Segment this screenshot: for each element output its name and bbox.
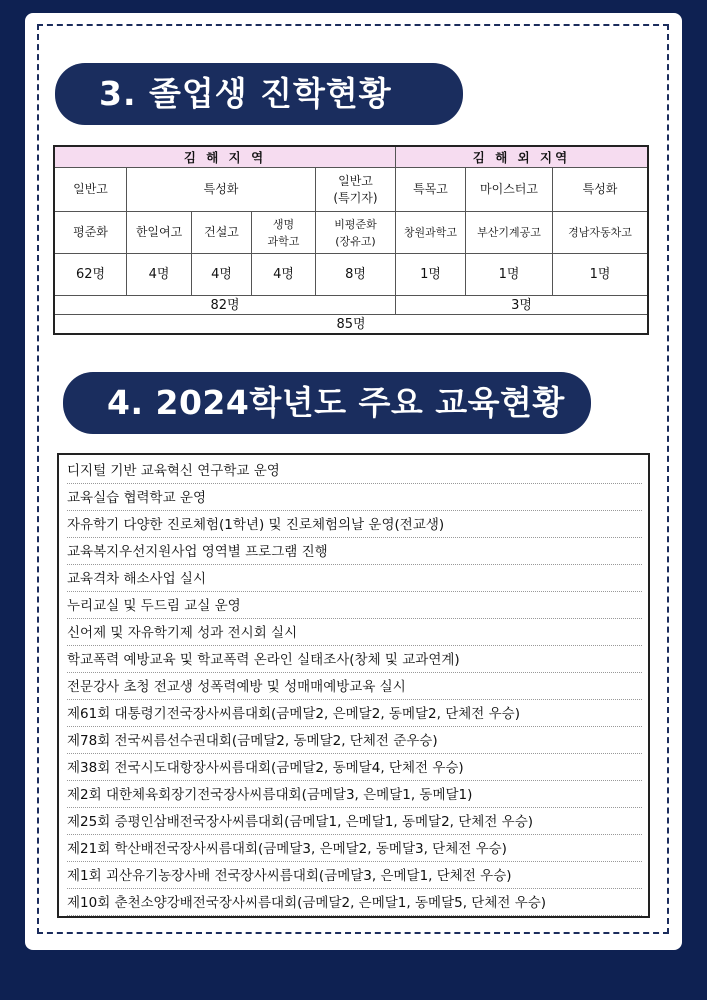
list-item: 학교폭력 예방교육 및 학교폭력 온라인 실태조사(창체 및 교과연계) [67, 646, 642, 673]
school-nonequal [316, 212, 396, 254]
subtotal-gimhae: 82명 [55, 296, 396, 315]
graduate-table [53, 145, 649, 335]
category-special-purpose: 특목고 [396, 168, 466, 212]
list-item: 전문강사 초청 전교생 성폭력예방 및 성매매예방교육 실시 [67, 673, 642, 700]
list-item: 제21회 학산배전국장사씨름대회(금메달3, 은메달2, 동메달3, 단체전 우승) [67, 835, 642, 862]
list-item: 누리교실 및 두드림 교실 운영 [67, 592, 642, 619]
school-construction: 건설고 [192, 212, 252, 254]
subtotal-outside: 3명 [396, 296, 647, 315]
list-item: 제1회 괴산유기농장사배 전국장사씨름대회(금메달3, 은메달1, 단체전 우승) [67, 862, 642, 889]
category-general-special [316, 168, 396, 212]
section-title-education: 4. 2024학년도 주요 교육현황 [63, 372, 591, 434]
count-equal: 62명 [55, 254, 127, 296]
count-construction: 4명 [192, 254, 252, 296]
category-meister: 마이스터고 [466, 168, 553, 212]
header-gimhae-region: 김 해 지 역 [55, 147, 396, 168]
section-title-graduates: 3. 졸업생 진학현황 [55, 63, 463, 125]
list-item: 디지털 기반 교육혁신 연구학교 운영 [67, 457, 642, 484]
education-list [57, 453, 650, 918]
list-item: 제38회 전국시도대항장사씨름대회(금메달2, 동메달4, 단체전 우승) [67, 754, 642, 781]
list-item: 자유학기 다양한 진로체험(1학년) 및 진로체험의날 운영(전교생) [67, 511, 642, 538]
list-item: 제78회 전국씨름선수권대회(금메달2, 동메달2, 단체전 준우승) [67, 727, 642, 754]
school-changwon: 창원과학고 [396, 212, 466, 254]
category-general-special-line1: 일반고 [338, 173, 373, 188]
school-nonequal-line1: 비평준화 [334, 217, 377, 231]
count-busan: 1명 [466, 254, 553, 296]
list-item: 제10회 춘천소양강배전국장사씨름대회(금메달2, 은메달1, 동메달5, 단체전 우승) [67, 889, 642, 916]
school-lifescience-line1: 생명 [272, 217, 295, 231]
total: 85명 [336, 316, 366, 332]
list-item: 제61회 대통령기전국장사씨름대회(금메달2, 은메달2, 동메달2, 단체전 우승) [67, 700, 642, 727]
header-outside-region: 김 해 외 지역 [396, 147, 647, 168]
list-item: 제2회 대한체육회장기전국장사씨름대회(금메달3, 은메달1, 동메달1) [67, 781, 642, 808]
school-gyeongnam: 경남자동차고 [553, 212, 647, 254]
category-general-special-line2: (특기자) [333, 190, 378, 205]
school-lifescience [252, 212, 316, 254]
school-lifescience-line2: 과학고 [267, 234, 300, 248]
count-gyeongnam: 1명 [553, 254, 647, 296]
count-lifescience: 4명 [252, 254, 316, 296]
category-special: 특성화 [127, 168, 316, 212]
list-item: 교육복지우선지원사업 영역별 프로그램 진행 [67, 538, 642, 565]
school-nonequal-line2: (장유고) [335, 234, 376, 248]
list-item: 제25회 증평인삼배전국장사씨름대회(금메달1, 은메달1, 동메달2, 단체전 우승) [67, 808, 642, 835]
list-item: 교육격차 해소사업 실시 [67, 565, 642, 592]
count-changwon: 1명 [396, 254, 466, 296]
school-equal: 평준화 [55, 212, 127, 254]
category-special-outside: 특성화 [553, 168, 647, 212]
list-item: 교육실습 협력학교 운영 [67, 484, 642, 511]
category-general: 일반고 [55, 168, 127, 212]
count-nonequal: 8명 [316, 254, 396, 296]
list-item: 신어제 및 자유학기제 성과 전시회 실시 [67, 619, 642, 646]
school-hanil: 한일여고 [127, 212, 192, 254]
school-busan: 부산기계공고 [466, 212, 553, 254]
count-hanil: 4명 [127, 254, 192, 296]
